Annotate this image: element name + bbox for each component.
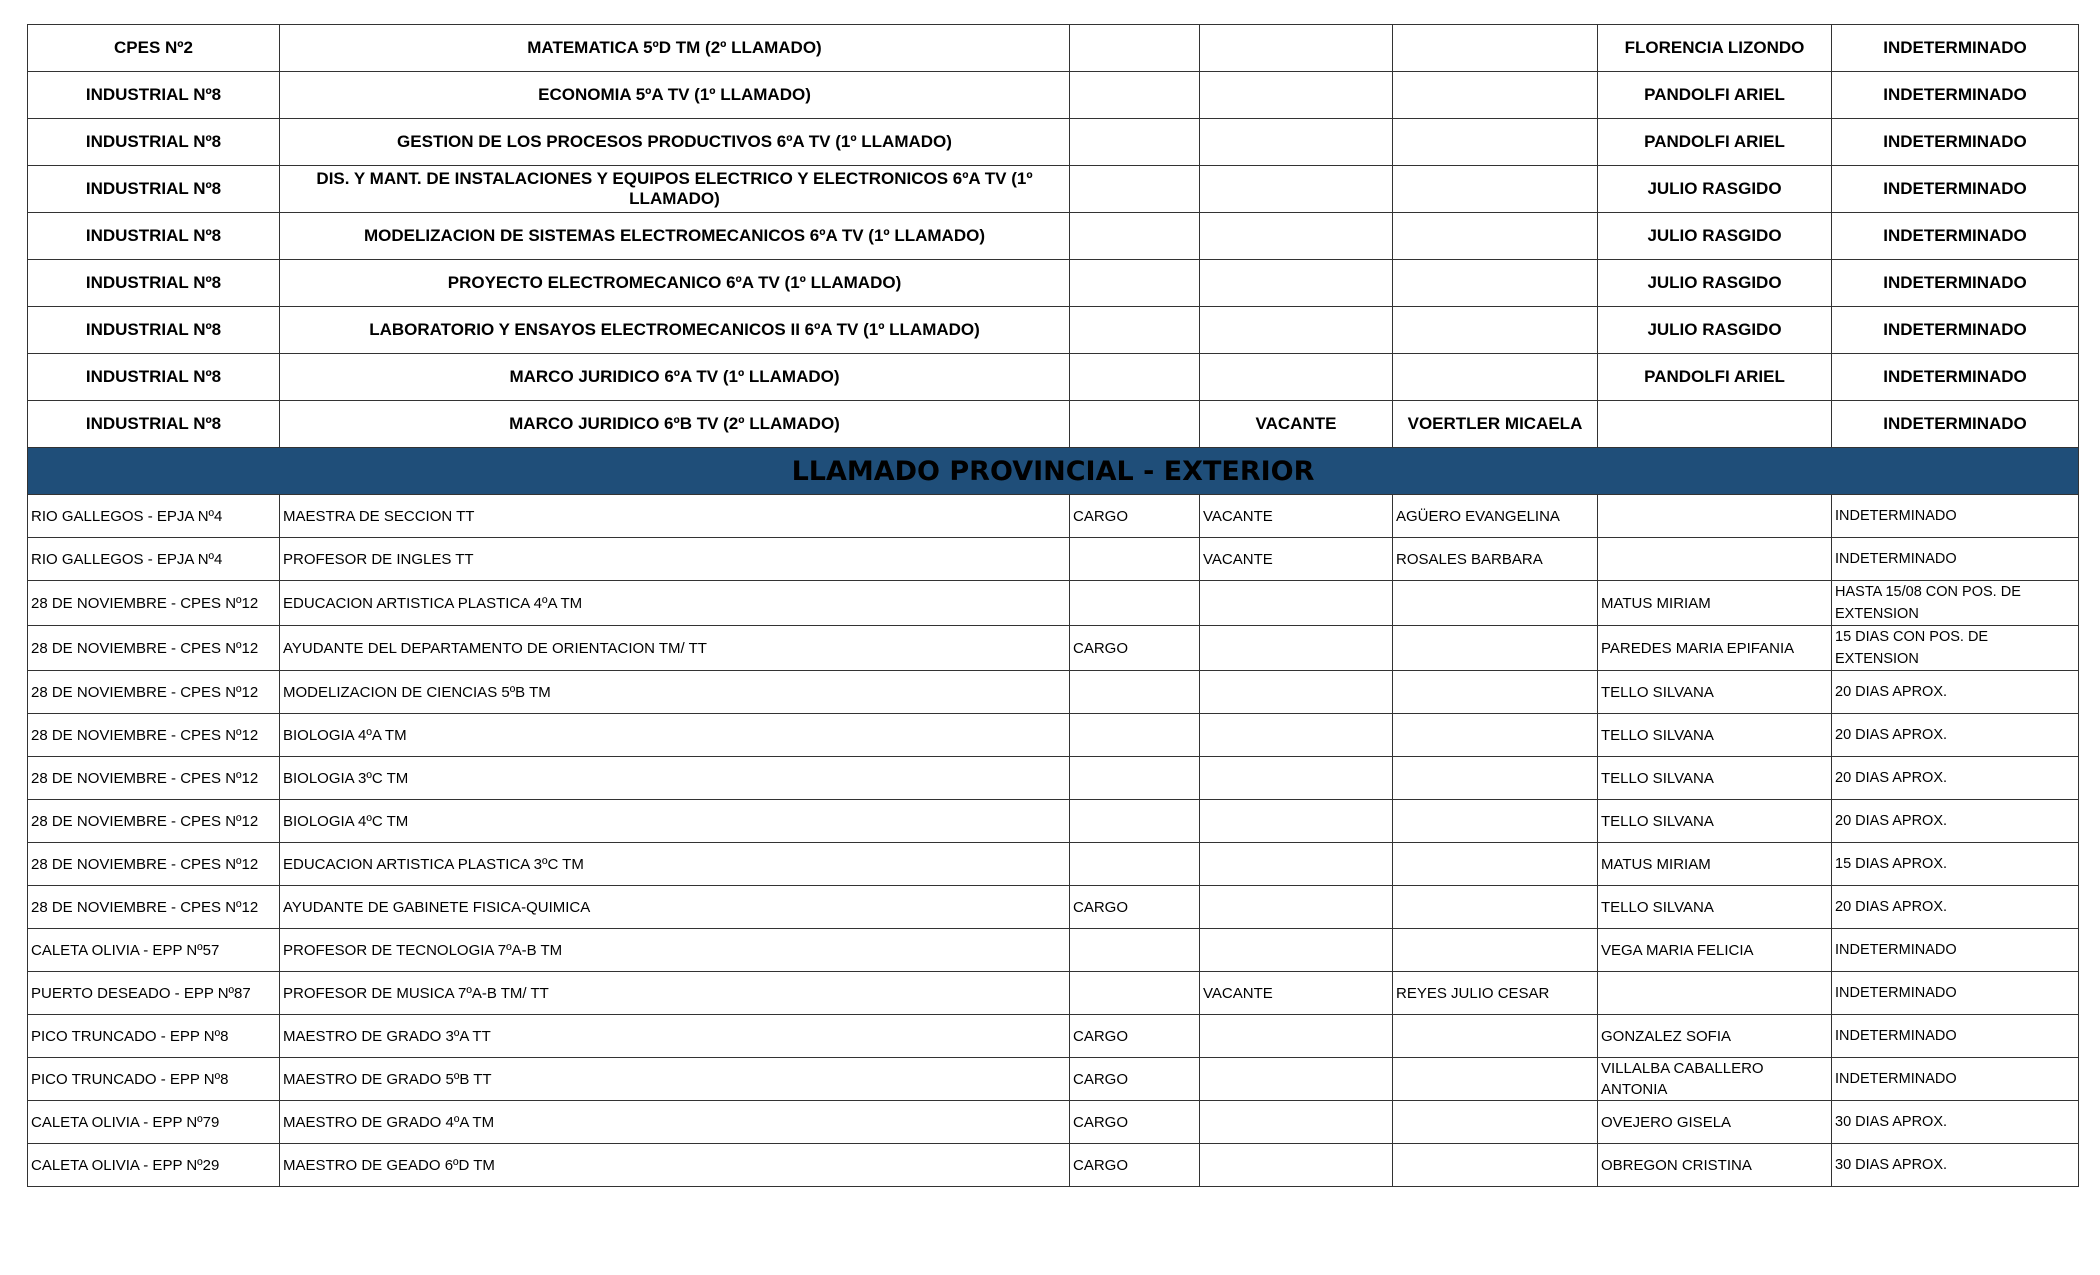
school-cell: 28 DE NOVIEMBRE - CPES Nº12 xyxy=(28,886,280,929)
assignee-cell: OVEJERO GISELA xyxy=(1598,1101,1832,1144)
incumbent-cell xyxy=(1393,626,1598,671)
table-row xyxy=(28,1015,2079,1058)
duration-cell: INDETERMINADO xyxy=(1832,495,2079,538)
subject-cell: MAESTRO DE GRADO 5ºB TT xyxy=(280,1058,1070,1101)
table-row xyxy=(28,538,2079,581)
duration-cell: 20 DIAS APROX. xyxy=(1832,671,2079,714)
vacancy-cell xyxy=(1200,1058,1393,1101)
duration-cell: INDETERMINADO xyxy=(1832,1058,2079,1101)
subject-cell: MAESTRO DE GEADO 6ºD TM xyxy=(280,1144,1070,1187)
cargo-cell: CARGO xyxy=(1070,1058,1200,1101)
assignee-cell xyxy=(1598,495,1832,538)
table-row xyxy=(28,213,2079,260)
table-row xyxy=(28,1058,2079,1101)
assignee-cell: PANDOLFI ARIEL xyxy=(1598,354,1832,401)
incumbent-cell xyxy=(1393,1015,1598,1058)
table-row xyxy=(28,495,2079,538)
table-row xyxy=(28,25,2079,72)
school-cell: 28 DE NOVIEMBRE - CPES Nº12 xyxy=(28,581,280,626)
incumbent-cell xyxy=(1393,671,1598,714)
vacancy-cell xyxy=(1200,354,1393,401)
school-cell: PUERTO DESEADO - EPP Nº87 xyxy=(28,972,280,1015)
vacancy-cell xyxy=(1200,757,1393,800)
vacancy-cell xyxy=(1200,119,1393,166)
cargo-cell xyxy=(1070,72,1200,119)
section-header-group xyxy=(28,448,2079,495)
school-cell: CALETA OLIVIA - EPP Nº57 xyxy=(28,929,280,972)
subject-cell: MODELIZACION DE SISTEMAS ELECTROMECANICOS 6ºA TV (1º LLAMADO) xyxy=(280,213,1070,260)
incumbent-cell xyxy=(1393,929,1598,972)
vacancy-cell xyxy=(1200,581,1393,626)
vacancy-cell: VACANTE xyxy=(1200,495,1393,538)
school-cell: INDUSTRIAL Nº8 xyxy=(28,401,280,448)
duration-cell: 20 DIAS APROX. xyxy=(1832,714,2079,757)
duration-cell: 30 DIAS APROX. xyxy=(1832,1101,2079,1144)
subject-cell: MODELIZACION DE CIENCIAS 5ºB TM xyxy=(280,671,1070,714)
assignee-cell: JULIO RASGIDO xyxy=(1598,307,1832,354)
school-cell: PICO TRUNCADO - EPP Nº8 xyxy=(28,1015,280,1058)
cargo-cell xyxy=(1070,800,1200,843)
incumbent-cell: VOERTLER MICAELA xyxy=(1393,401,1598,448)
vacancy-cell xyxy=(1200,25,1393,72)
top-section xyxy=(28,25,2079,448)
subject-cell: PROFESOR DE INGLES TT xyxy=(280,538,1070,581)
table-row xyxy=(28,260,2079,307)
duration-cell: INDETERMINADO xyxy=(1832,213,2079,260)
subject-cell: MAESTRO DE GRADO 3ºA TT xyxy=(280,1015,1070,1058)
subject-cell: MARCO JURIDICO 6ºA TV (1º LLAMADO) xyxy=(280,354,1070,401)
assignee-cell: GONZALEZ SOFIA xyxy=(1598,1015,1832,1058)
assignee-cell: FLORENCIA LIZONDO xyxy=(1598,25,1832,72)
cargo-cell xyxy=(1070,119,1200,166)
cargo-cell: CARGO xyxy=(1070,1015,1200,1058)
assignee-cell: JULIO RASGIDO xyxy=(1598,213,1832,260)
subject-cell: MATEMATICA 5ºD TM (2º LLAMADO) xyxy=(280,25,1070,72)
vacancy-cell xyxy=(1200,671,1393,714)
school-cell: INDUSTRIAL Nº8 xyxy=(28,354,280,401)
incumbent-cell xyxy=(1393,1101,1598,1144)
assignee-cell: JULIO RASGIDO xyxy=(1598,166,1832,213)
table-row xyxy=(28,307,2079,354)
assignee-cell xyxy=(1598,972,1832,1015)
cargo-cell xyxy=(1070,714,1200,757)
cargo-cell xyxy=(1070,401,1200,448)
assignee-cell: TELLO SILVANA xyxy=(1598,757,1832,800)
cargo-cell: CARGO xyxy=(1070,626,1200,671)
subject-cell: EDUCACION ARTISTICA PLASTICA 4ºA TM xyxy=(280,581,1070,626)
school-cell: INDUSTRIAL Nº8 xyxy=(28,307,280,354)
incumbent-cell xyxy=(1393,757,1598,800)
subject-cell: PROFESOR DE TECNOLOGIA 7ºA-B TM xyxy=(280,929,1070,972)
duration-cell: INDETERMINADO xyxy=(1832,166,2079,213)
vacancy-cell xyxy=(1200,929,1393,972)
table-row xyxy=(28,972,2079,1015)
assignee-cell: MATUS MIRIAM xyxy=(1598,843,1832,886)
table-row xyxy=(28,757,2079,800)
duration-cell: 20 DIAS APROX. xyxy=(1832,757,2079,800)
incumbent-cell xyxy=(1393,354,1598,401)
school-cell: CALETA OLIVIA - EPP Nº79 xyxy=(28,1101,280,1144)
incumbent-cell xyxy=(1393,307,1598,354)
incumbent-cell: REYES JULIO CESAR xyxy=(1393,972,1598,1015)
table-row xyxy=(28,886,2079,929)
assignee-cell: JULIO RASGIDO xyxy=(1598,260,1832,307)
table-row xyxy=(28,626,2079,671)
vacancy-cell xyxy=(1200,260,1393,307)
incumbent-cell xyxy=(1393,1058,1598,1101)
incumbent-cell xyxy=(1393,72,1598,119)
vacancy-cell xyxy=(1200,213,1393,260)
assignee-cell: PAREDES MARIA EPIFANIA xyxy=(1598,626,1832,671)
vacancy-cell xyxy=(1200,843,1393,886)
table-row xyxy=(28,72,2079,119)
cargo-cell xyxy=(1070,213,1200,260)
subject-cell: BIOLOGIA 4ºC TM xyxy=(280,800,1070,843)
subject-cell: DIS. Y MANT. DE INSTALACIONES Y EQUIPOS ELECTRICO Y ELECTRONICOS 6ºA TV (1º LLAMADO) xyxy=(280,166,1070,213)
incumbent-cell xyxy=(1393,843,1598,886)
duration-cell: INDETERMINADO xyxy=(1832,401,2079,448)
school-cell: 28 DE NOVIEMBRE - CPES Nº12 xyxy=(28,626,280,671)
subject-cell: MAESTRO DE GRADO 4ºA TM xyxy=(280,1101,1070,1144)
school-cell: INDUSTRIAL Nº8 xyxy=(28,166,280,213)
duration-cell: INDETERMINADO xyxy=(1832,25,2079,72)
duration-cell: INDETERMINADO xyxy=(1832,354,2079,401)
duration-cell: INDETERMINADO xyxy=(1832,929,2079,972)
vacancy-cell xyxy=(1200,886,1393,929)
subject-cell: GESTION DE LOS PROCESOS PRODUCTIVOS 6ºA TV (1º LLAMADO) xyxy=(280,119,1070,166)
subject-cell: AYUDANTE DEL DEPARTAMENTO DE ORIENTACION TM/ TT xyxy=(280,626,1070,671)
assignee-cell: PANDOLFI ARIEL xyxy=(1598,72,1832,119)
table-row xyxy=(28,929,2079,972)
incumbent-cell xyxy=(1393,800,1598,843)
school-cell: 28 DE NOVIEMBRE - CPES Nº12 xyxy=(28,714,280,757)
cargo-cell: CARGO xyxy=(1070,495,1200,538)
cargo-cell xyxy=(1070,581,1200,626)
incumbent-cell xyxy=(1393,260,1598,307)
assignee-cell: TELLO SILVANA xyxy=(1598,714,1832,757)
school-cell: INDUSTRIAL Nº8 xyxy=(28,72,280,119)
cargo-cell xyxy=(1070,843,1200,886)
table-row xyxy=(28,714,2079,757)
cargo-cell xyxy=(1070,260,1200,307)
school-cell: INDUSTRIAL Nº8 xyxy=(28,213,280,260)
subject-cell: MARCO JURIDICO 6ºB TV (2º LLAMADO) xyxy=(280,401,1070,448)
duration-cell: INDETERMINADO xyxy=(1832,1015,2079,1058)
assignee-cell: OBREGON CRISTINA xyxy=(1598,1144,1832,1187)
assignee-cell: MATUS MIRIAM xyxy=(1598,581,1832,626)
assignee-cell: VEGA MARIA FELICIA xyxy=(1598,929,1832,972)
subject-cell: BIOLOGIA 3ºC TM xyxy=(280,757,1070,800)
cargo-cell xyxy=(1070,929,1200,972)
table-row xyxy=(28,1101,2079,1144)
vacancy-cell xyxy=(1200,307,1393,354)
assignee-cell: TELLO SILVANA xyxy=(1598,886,1832,929)
table-row xyxy=(28,166,2079,213)
table-row xyxy=(28,800,2079,843)
cargo-cell: CARGO xyxy=(1070,1144,1200,1187)
cargo-cell xyxy=(1070,354,1200,401)
subject-cell: EDUCACION ARTISTICA PLASTICA 3ºC TM xyxy=(280,843,1070,886)
incumbent-cell: ROSALES BARBARA xyxy=(1393,538,1598,581)
duration-cell: 30 DIAS APROX. xyxy=(1832,1144,2079,1187)
incumbent-cell xyxy=(1393,213,1598,260)
incumbent-cell xyxy=(1393,25,1598,72)
section-header: LLAMADO PROVINCIAL - EXTERIOR xyxy=(28,448,2079,495)
assignee-cell: TELLO SILVANA xyxy=(1598,671,1832,714)
vacancy-cell: VACANTE xyxy=(1200,538,1393,581)
subject-cell: MAESTRA DE SECCION TT xyxy=(280,495,1070,538)
assignee-cell: VILLALBA CABALLERO ANTONIA xyxy=(1598,1058,1832,1101)
assignee-cell: TELLO SILVANA xyxy=(1598,800,1832,843)
school-cell: 28 DE NOVIEMBRE - CPES Nº12 xyxy=(28,757,280,800)
duration-cell: INDETERMINADO xyxy=(1832,119,2079,166)
school-cell: 28 DE NOVIEMBRE - CPES Nº12 xyxy=(28,671,280,714)
school-cell: 28 DE NOVIEMBRE - CPES Nº12 xyxy=(28,843,280,886)
duration-cell: INDETERMINADO xyxy=(1832,972,2079,1015)
school-cell: RIO GALLEGOS - EPJA Nº4 xyxy=(28,495,280,538)
school-cell: RIO GALLEGOS - EPJA Nº4 xyxy=(28,538,280,581)
vacancy-cell xyxy=(1200,1144,1393,1187)
subject-cell: AYUDANTE DE GABINETE FISICA-QUIMICA xyxy=(280,886,1070,929)
table-row xyxy=(28,581,2079,626)
vacancy-cell xyxy=(1200,714,1393,757)
vacancy-cell xyxy=(1200,166,1393,213)
cargo-cell: CARGO xyxy=(1070,1101,1200,1144)
school-cell: PICO TRUNCADO - EPP Nº8 xyxy=(28,1058,280,1101)
table-row xyxy=(28,354,2079,401)
duration-cell: 15 DIAS CON POS. DE EXTENSION xyxy=(1832,626,2079,671)
assignee-cell: PANDOLFI ARIEL xyxy=(1598,119,1832,166)
incumbent-cell xyxy=(1393,714,1598,757)
duration-cell: INDETERMINADO xyxy=(1832,260,2079,307)
incumbent-cell xyxy=(1393,119,1598,166)
vacancy-cell xyxy=(1200,626,1393,671)
incumbent-cell: AGÜERO EVANGELINA xyxy=(1393,495,1598,538)
cargo-cell xyxy=(1070,757,1200,800)
school-cell: CPES Nº2 xyxy=(28,25,280,72)
vacancy-cell: VACANTE xyxy=(1200,972,1393,1015)
table-row xyxy=(28,671,2079,714)
cargo-cell xyxy=(1070,538,1200,581)
school-cell: 28 DE NOVIEMBRE - CPES Nº12 xyxy=(28,800,280,843)
incumbent-cell xyxy=(1393,166,1598,213)
subject-cell: BIOLOGIA 4ºA TM xyxy=(280,714,1070,757)
school-cell: CALETA OLIVIA - EPP Nº29 xyxy=(28,1144,280,1187)
bottom-section xyxy=(28,495,2079,1187)
subject-cell: ECONOMIA 5ºA TV (1º LLAMADO) xyxy=(280,72,1070,119)
school-cell: INDUSTRIAL Nº8 xyxy=(28,119,280,166)
assignee-cell xyxy=(1598,538,1832,581)
vacancy-cell xyxy=(1200,1101,1393,1144)
table-row xyxy=(28,843,2079,886)
cargo-cell xyxy=(1070,671,1200,714)
cargo-cell xyxy=(1070,307,1200,354)
vacancy-cell xyxy=(1200,1015,1393,1058)
cargo-cell xyxy=(1070,972,1200,1015)
school-cell: INDUSTRIAL Nº8 xyxy=(28,260,280,307)
llamados-table xyxy=(27,24,2079,1187)
duration-cell: 20 DIAS APROX. xyxy=(1832,800,2079,843)
section-header-row xyxy=(28,448,2079,495)
incumbent-cell xyxy=(1393,886,1598,929)
cargo-cell xyxy=(1070,166,1200,213)
incumbent-cell xyxy=(1393,1144,1598,1187)
cargo-cell: CARGO xyxy=(1070,886,1200,929)
subject-cell: PROYECTO ELECTROMECANICO 6ºA TV (1º LLAMADO) xyxy=(280,260,1070,307)
table-row xyxy=(28,119,2079,166)
cargo-cell xyxy=(1070,25,1200,72)
duration-cell: HASTA 15/08 CON POS. DE EXTENSION xyxy=(1832,581,2079,626)
vacancy-cell xyxy=(1200,800,1393,843)
assignee-cell xyxy=(1598,401,1832,448)
duration-cell: 20 DIAS APROX. xyxy=(1832,886,2079,929)
subject-cell: PROFESOR DE MUSICA 7ºA-B TM/ TT xyxy=(280,972,1070,1015)
vacancy-cell xyxy=(1200,72,1393,119)
duration-cell: INDETERMINADO xyxy=(1832,307,2079,354)
vacancy-cell: VACANTE xyxy=(1200,401,1393,448)
subject-cell: LABORATORIO Y ENSAYOS ELECTROMECANICOS II 6ºA TV (1º LLAMADO) xyxy=(280,307,1070,354)
duration-cell: INDETERMINADO xyxy=(1832,72,2079,119)
table-row xyxy=(28,401,2079,448)
table-row xyxy=(28,1144,2079,1187)
incumbent-cell xyxy=(1393,581,1598,626)
duration-cell: 15 DIAS APROX. xyxy=(1832,843,2079,886)
duration-cell: INDETERMINADO xyxy=(1832,538,2079,581)
